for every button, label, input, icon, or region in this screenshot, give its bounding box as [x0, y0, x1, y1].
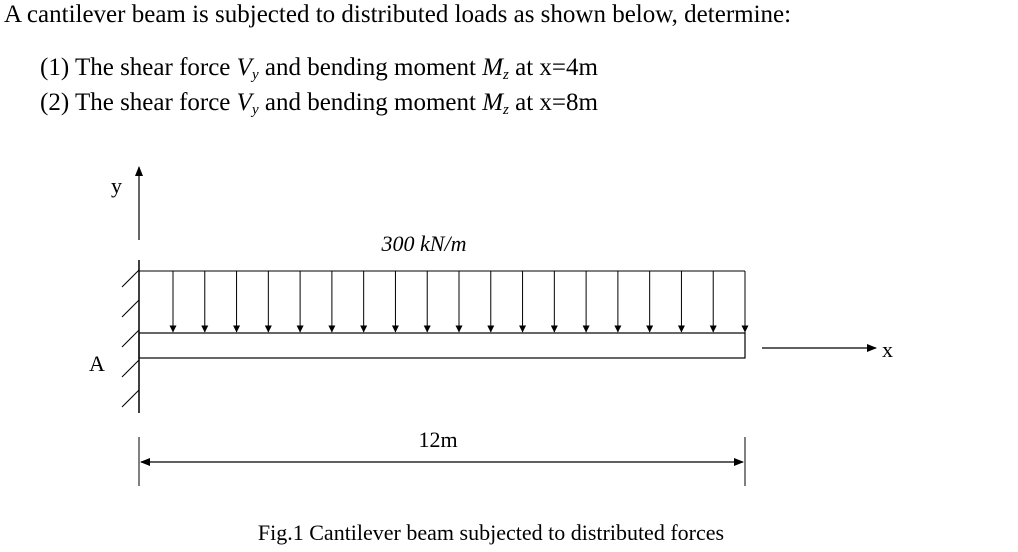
load-intensity-label: 300 kN/m — [381, 231, 467, 256]
q2-moment-symbol: M — [482, 89, 504, 116]
q1-middle: and bending moment — [258, 54, 483, 81]
problem-intro: A cantilever beam is subjected to distributed loads as shown below, determine: — [4, 1, 792, 28]
wall-hatching — [122, 270, 139, 407]
distributed-load-arrows — [173, 271, 745, 332]
q1-prefix: (1) The shear force — [40, 54, 237, 81]
q2-suffix: at x=8m — [508, 89, 598, 116]
length-label: 12m — [418, 427, 458, 452]
q1-moment-sub: z — [503, 67, 509, 83]
support-label-a: A — [89, 351, 105, 376]
figure-caption: Fig.1 Cantilever beam subjected to distributed forces — [257, 520, 725, 545]
q2-shear-symbol: V — [236, 89, 252, 116]
q1-suffix: at x=4m — [508, 54, 598, 81]
q1-moment-symbol: M — [482, 54, 504, 81]
q1-shear-symbol: V — [236, 54, 252, 81]
x-axis-label: x — [882, 337, 893, 362]
q2-shear-sub: y — [251, 102, 259, 118]
q2-moment-sub: z — [503, 102, 509, 118]
beam — [139, 333, 745, 358]
q2-prefix: (2) The shear force — [40, 89, 237, 116]
q2-middle: and bending moment — [258, 89, 483, 116]
y-axis-label: y — [111, 173, 122, 198]
q1-shear-sub: y — [251, 67, 259, 83]
